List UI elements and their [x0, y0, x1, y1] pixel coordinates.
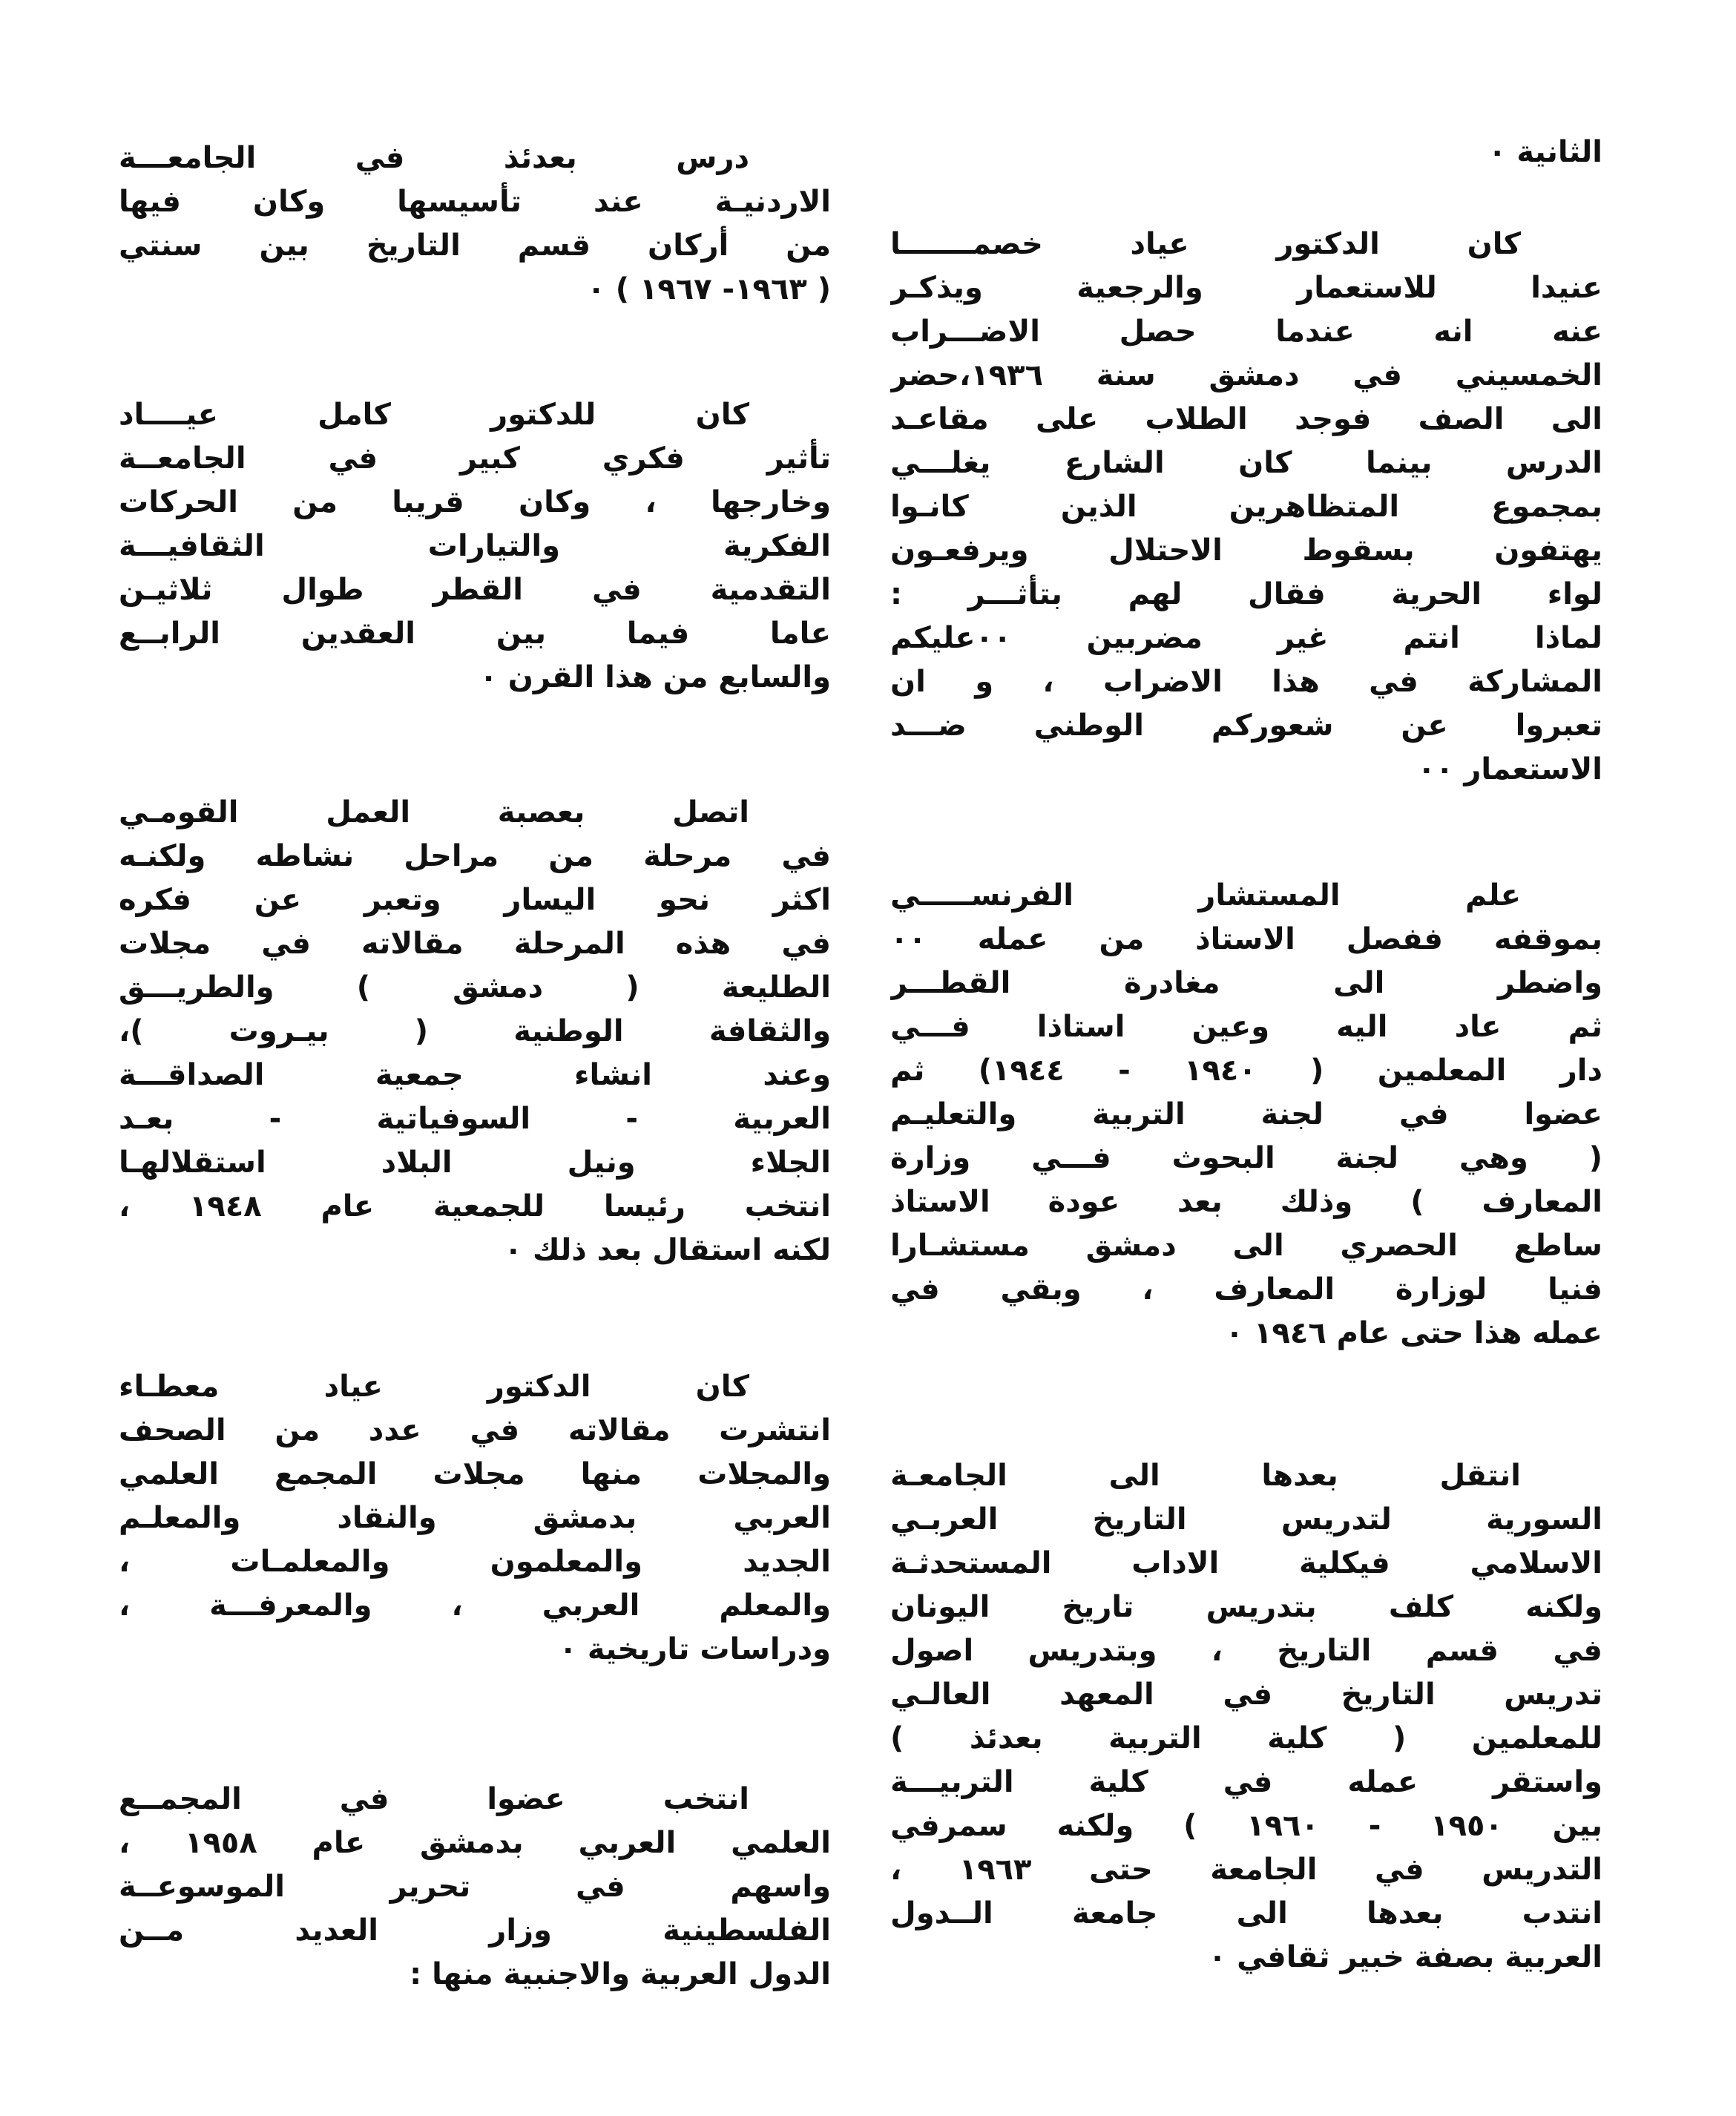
text-line: الطليعة ( دمشق ) والطريـــق: [119, 970, 831, 1005]
text-line: عاما فيما بين العقدين الرابــع: [119, 617, 831, 651]
text-line: الجديد والمعلمون والمعلمـات ،: [119, 1545, 831, 1579]
text-line: الدرس بينما كان الشارع يغلـــي: [890, 446, 1602, 480]
text-line: اتصل بعصبة العمل القومـي: [119, 795, 749, 829]
text-line: التدريس في الجامعة حتى ١٩٦٣ ،: [890, 1853, 1602, 1887]
text-line: تدريس التاريخ في المعهد العالـي: [890, 1678, 1602, 1712]
paragraph-publications: [119, 1365, 831, 1672]
text-line: في مرحلة من مراحل نشاطه ولكنـه: [119, 839, 831, 873]
text-line: تأثير فكري كبير في الجامعــة: [119, 441, 831, 476]
text-line: وعند انشاء جمعية الصداقـــة: [119, 1058, 831, 1092]
text-line: عنيدا للاستعمار والرجعية ويذكـر: [890, 271, 1602, 305]
text-line: كان الدكتور عياد خصمـــــــا: [890, 227, 1521, 261]
text-line: عنه انه عندما حصل الاضـــراب: [890, 315, 1602, 349]
paragraph-heading-continuation: [890, 131, 1602, 174]
text-line: والسابع من هذا القرن ٠: [479, 660, 831, 694]
text-line: لماذا انتم غير مضربين ٠٠عليكم: [890, 621, 1602, 655]
text-line: الخمسيني في دمشق سنة ١٩٣٦،حضر: [890, 358, 1602, 392]
text-line: درس بعدئذ في الجامعـــة: [119, 141, 749, 175]
text-line: الفلسطينية وزار العديد مــن: [119, 1913, 831, 1948]
paragraph-intellectual-influence: [119, 393, 831, 700]
text-line: لكنه استقال بعد ذلك ٠: [504, 1233, 831, 1267]
text-line: كان للدكتور كامل عيــــاد: [119, 398, 749, 432]
text-line: ساطع الحصري الى دمشق مستشـارا: [890, 1229, 1602, 1263]
text-line: للمعلمين ( كلية التربية بعدئذ ): [890, 1721, 1602, 1755]
text-line: واسهم في تحرير الموسوعــة: [119, 1870, 831, 1904]
text-line: انتدب بعدها الى جامعة الــدول: [890, 1896, 1602, 1931]
text-line: بمجموع المتظاهرين الذين كانـوا: [890, 490, 1602, 524]
text-line: العربية - السوفياتية - بعـد: [119, 1102, 831, 1136]
text-line: الفكرية والتيارات الثقافيـــة: [119, 529, 831, 563]
text-line: العربي بدمشق والنقاد والمعلـم: [119, 1501, 831, 1535]
text-line: الثانية ٠: [1487, 135, 1602, 169]
text-line: ولكنه كلف بتدريس تاريخ اليونان: [890, 1590, 1602, 1624]
text-line: في هذه المرحلة مقالاته في مجلات: [119, 927, 831, 961]
paragraph-jordanian-university: [119, 137, 831, 312]
text-line: بين ١٩٥٠ - ١٩٦٠ ) ولكنه سمرفي: [890, 1809, 1602, 1843]
text-line: العلمي العربي بدمشق عام ١٩٥٨ ،: [119, 1826, 831, 1860]
text-line: دار المعلمين ( ١٩٤٠ - ١٩٤٤) ثم: [890, 1054, 1602, 1088]
text-line: بموقفه ففصل الاستاذ من عمله ٠٠: [890, 922, 1602, 956]
paragraph-academy-membership: [119, 1778, 831, 1997]
text-line: ثم عاد اليه وعين استاذا فـــي: [890, 1010, 1602, 1044]
left-column: [119, 0, 831, 2116]
text-line: الاستعمار ٠٠: [1417, 752, 1602, 786]
text-line: انتقل بعدها الى الجامعـة: [890, 1459, 1521, 1493]
text-line: انتخب رئيسا للجمعية عام ١٩٤٨ ،: [119, 1189, 831, 1223]
text-line: فنيا لوزارة المعارف ، وبقي في: [890, 1272, 1602, 1307]
text-line: وخارجها ، وكان قريبا من الحركات: [119, 485, 831, 519]
text-line: لواء الحرية فقال لهم بتأثـــر :: [890, 577, 1602, 611]
text-line: انتخب عضوا في المجمــع: [119, 1782, 749, 1816]
paragraph-anti-colonial-stance: [890, 223, 1602, 792]
text-line: واستقر عمله في كلية التربيـــة: [890, 1765, 1602, 1799]
right-column: [890, 0, 1602, 2116]
text-line: علم المستشار الفرنســـــي: [890, 878, 1521, 913]
text-line: يهتفون بسقوط الاحتلال ويرفعـون: [890, 533, 1602, 568]
text-line: الاردنيـة عند تأسيسها وكان فيها: [119, 185, 831, 219]
text-line: والمجلات منها مجلات المجمع العلمي: [119, 1457, 831, 1491]
text-line: والثقافة الوطنية ( بيـروت )،: [119, 1014, 831, 1048]
text-line: ( ١٩٦٣- ١٩٦٧ ) ٠: [587, 272, 831, 306]
text-line: اكثر نحو اليسار وتعبر عن فكره: [119, 883, 831, 917]
text-line: المشاركة في هذا الاضراب ، و ان: [890, 665, 1602, 699]
text-line: من أركان قسم التاريخ بين سنتي: [119, 229, 831, 263]
text-line: واضطر الى مغادرة القطـــر: [890, 966, 1602, 1000]
paragraph-syrian-university: [890, 1454, 1602, 1979]
text-line: ودراسات تاريخية ٠: [559, 1632, 831, 1666]
text-line: كان الدكتور عياد معطـاء: [119, 1370, 749, 1404]
text-line: عمله هذا حتى عام ١٩٤٦ ٠: [1225, 1316, 1602, 1350]
text-line: الجلاء ونيل البلاد استقلالهـا: [119, 1146, 831, 1180]
text-line: انتشرت مقالاته في عدد من الصحف: [119, 1413, 831, 1448]
text-line: عضوا في لجنة التربية والتعليـم: [890, 1097, 1602, 1131]
text-line: الى الصف فوجد الطلاب على مقاعـد: [890, 402, 1602, 436]
text-line: تعبروا عن شعوركم الوطني ضـــد: [890, 709, 1602, 743]
text-line: التقدمية في القطر طوال ثلاثيـن: [119, 573, 831, 607]
paragraph-national-action-league: [119, 791, 831, 1272]
text-line: ( وهي لجنة البحوث فـــي وزارة: [890, 1141, 1602, 1175]
text-line: العربية بصفة خبير ثقافي ٠: [1208, 1940, 1602, 1974]
text-line: والمعلم العربي ، والمعرفـــة ،: [119, 1588, 831, 1623]
text-line: الاسلامي فيكلية الاداب المستحدثـة: [890, 1546, 1602, 1580]
text-line: السورية لتدريس التاريخ العربـي: [890, 1502, 1602, 1537]
paragraph-french-advisor: [890, 874, 1602, 1356]
text-line: المعارف ) وذلك بعد عودة الاستاذ: [890, 1185, 1602, 1219]
text-line: في قسم التاريخ ، وبتدريس اصول: [890, 1634, 1602, 1668]
text-line: الدول العربية والاجنبية منها :: [410, 1957, 831, 1991]
